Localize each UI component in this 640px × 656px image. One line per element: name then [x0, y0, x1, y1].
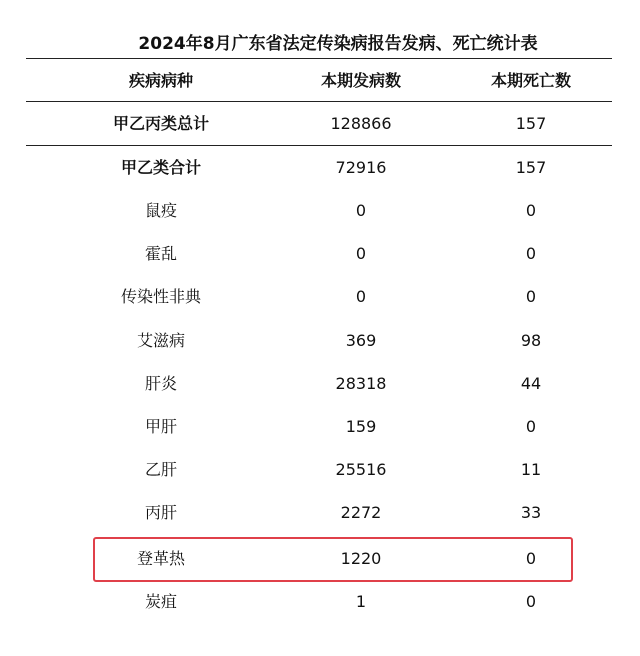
table-row [26, 319, 612, 362]
table-row [26, 189, 612, 232]
cell-cases: 2272 [340, 503, 382, 522]
cell-deaths: 98 [520, 331, 542, 350]
cell-disease: 丙肝 [144, 503, 177, 522]
table-row [26, 491, 612, 534]
cell-disease: 登革热 [136, 549, 185, 568]
cell-disease: 传染性非典 [120, 287, 201, 306]
cell-deaths: 157 [515, 114, 547, 133]
table-row [26, 146, 612, 189]
table-row [26, 275, 612, 318]
cell-deaths: 157 [515, 158, 547, 177]
table-title: 2024年8月广东省法定传染病报告发病、死亡统计表 [138, 34, 538, 54]
cell-cases: 28318 [335, 374, 387, 393]
cell-deaths: 0 [525, 417, 537, 436]
cell-disease: 霍乱 [144, 244, 177, 263]
cell-disease: 炭疽 [144, 592, 177, 611]
cell-deaths: 0 [525, 287, 537, 306]
cell-cases: 1220 [340, 549, 382, 568]
cell-cases: 0 [355, 287, 367, 306]
cell-disease: 甲肝 [144, 417, 177, 436]
cell-cases: 369 [345, 331, 377, 350]
cell-cases: 72916 [335, 158, 387, 177]
table-row [26, 580, 612, 623]
cell-deaths: 44 [520, 374, 542, 393]
table-row [26, 362, 612, 405]
cell-cases: 128866 [330, 114, 392, 133]
cell-cases: 159 [345, 417, 377, 436]
table-row [26, 448, 612, 491]
header-row [26, 59, 612, 102]
cell-disease: 乙肝 [144, 460, 177, 479]
highlight-box [93, 537, 573, 582]
cell-cases: 1 [355, 592, 367, 611]
cell-disease: 鼠疫 [144, 201, 177, 220]
cell-deaths: 0 [525, 201, 537, 220]
cell-deaths: 0 [525, 244, 537, 263]
cell-deaths: 11 [520, 460, 542, 479]
header-disease: 疾病病种 [128, 71, 193, 90]
cell-cases: 0 [355, 201, 367, 220]
cell-disease: 肝炎 [144, 374, 177, 393]
cell-cases: 25516 [335, 460, 387, 479]
cell-deaths: 33 [520, 503, 542, 522]
cell-cases: 0 [355, 244, 367, 263]
cell-disease: 甲乙丙类总计 [112, 114, 209, 133]
cell-deaths: 0 [525, 592, 537, 611]
table-row [26, 232, 612, 275]
cell-deaths: 0 [525, 549, 537, 568]
cell-disease: 艾滋病 [136, 331, 185, 350]
table-row [26, 405, 612, 448]
cell-disease: 甲乙类合计 [120, 158, 201, 177]
header-deaths: 本期死亡数 [490, 71, 571, 90]
table-row-total [26, 102, 612, 145]
header-cases: 本期发病数 [320, 71, 401, 90]
